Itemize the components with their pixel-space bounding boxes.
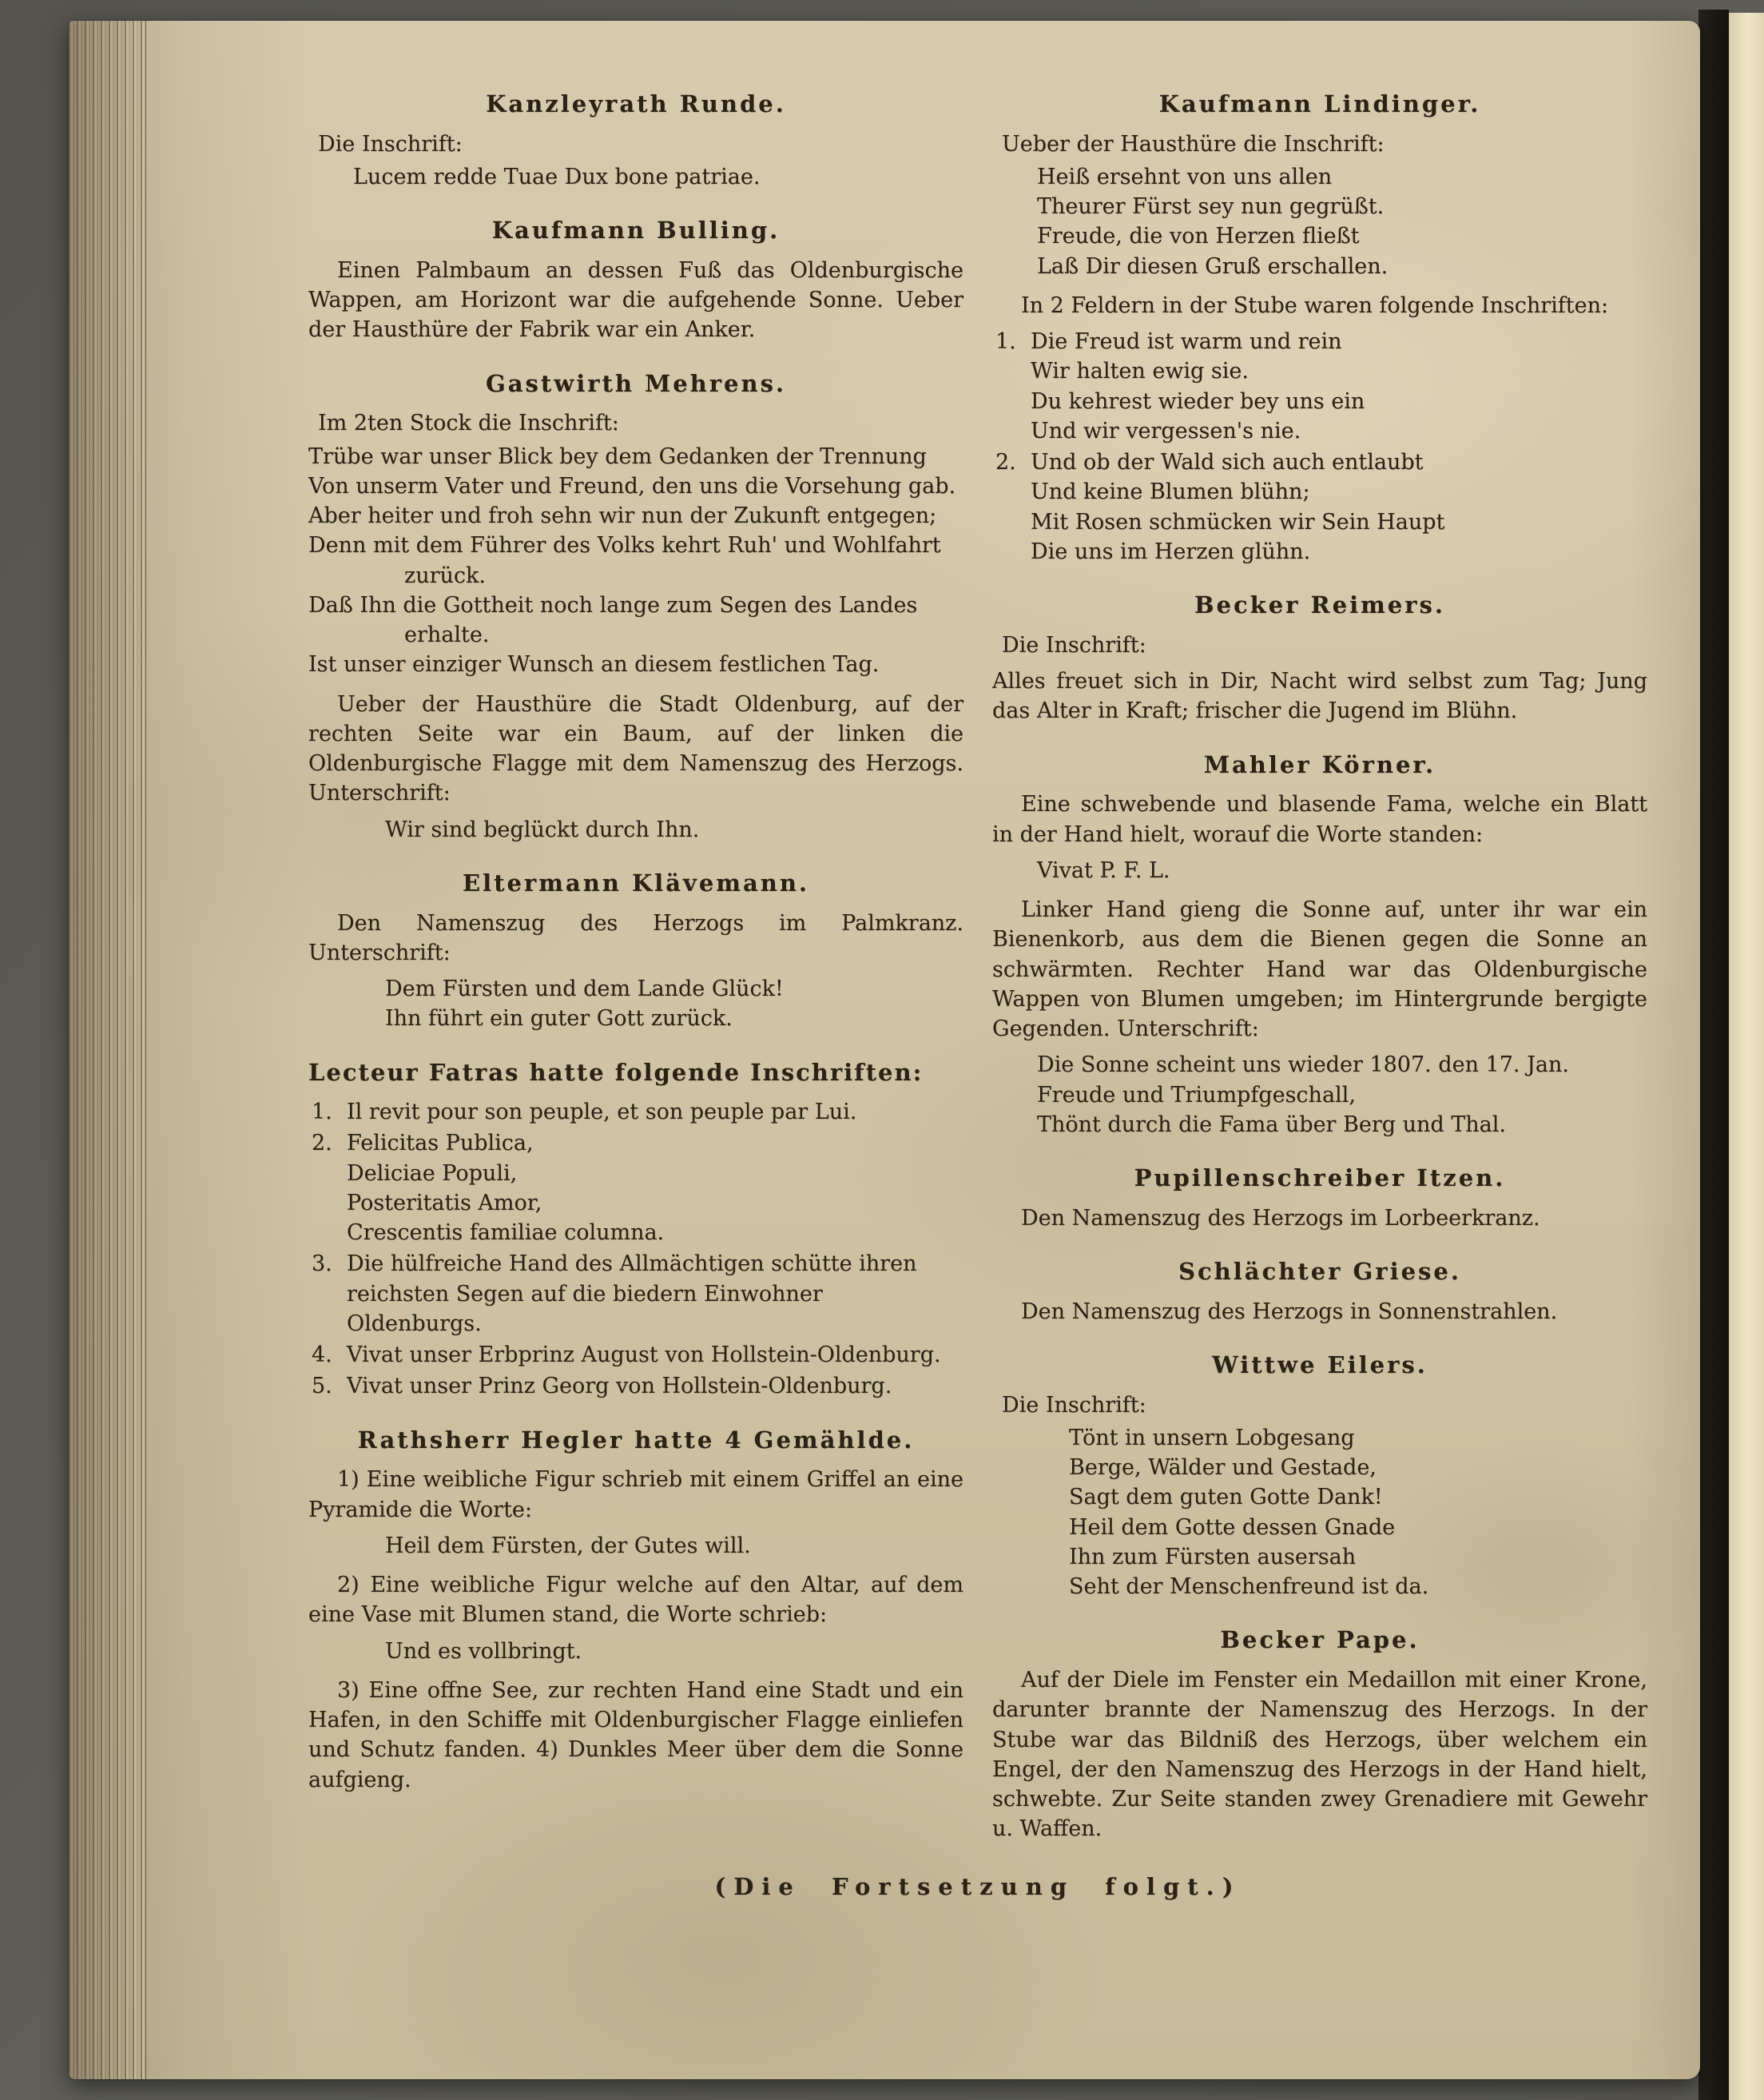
verse-block (1037, 162, 1647, 281)
page-footer: (Die Fortsetzung folgt.) (714, 1873, 1242, 1900)
list-line: Wir halten ewig sie. (1031, 359, 1249, 384)
section-heading: Gastwirth Mehrens. (486, 369, 786, 397)
list-number: 2. (995, 450, 1016, 475)
verse-block (385, 1637, 963, 1666)
verse-line: Ihn zum Fürsten ausersah (1069, 1544, 1357, 1569)
next-page-edge (1729, 13, 1764, 2100)
verse-line: Heil dem Fürsten, der Gutes will. (385, 1533, 751, 1558)
list-line: Die uns im Herzen glühn. (1031, 539, 1311, 564)
section-heading: Pupillenschreiber Itzen. (1134, 1164, 1506, 1192)
numbered-list (992, 327, 1647, 567)
list-line: Mit Rosen schmücken wir Sein Haupt (1031, 509, 1445, 535)
inscription-label: Die Inschrift: (318, 131, 463, 157)
list-number: 4. (312, 1342, 332, 1368)
body-paragraph: Einen Palmbaum an dessen Fuß das Oldenburgische Wappen, am Horizont war die aufgehende Sonne. Ueber der Hausthüre der Fabrik war ein Anker. (308, 257, 963, 343)
verse-line: Freude, die von Herzen fließt (1037, 224, 1360, 249)
verse-block (353, 162, 963, 192)
section-heading: Becker Pape. (1220, 1626, 1420, 1654)
list-item (992, 447, 1647, 567)
verse-line: Die Sonne scheint uns wieder 1807. den 17. Jan. (1037, 1052, 1569, 1078)
verse-block (1069, 1423, 1647, 1602)
body-paragraph: Eine schwebende und blasende Fama, welche ein Blatt in der Hand hielt, worauf die Worte standen: (992, 792, 1647, 847)
body-paragraph: 1) Eine weibliche Figur schrieb mit einem Griffel an eine Pyramide die Worte: (308, 1467, 963, 1522)
verse-line: Sagt dem guten Gotte Dank! (1069, 1485, 1383, 1510)
section-heading: Mahler Körner. (1203, 750, 1436, 778)
list-line: Crescentis familiae columna. (347, 1220, 665, 1246)
verse-block (385, 974, 963, 1034)
body-paragraph: Den Namenszug des Herzogs im Palmkranz. Unterschrift: (308, 910, 963, 965)
section-heading: Wittwe Eilers. (1212, 1350, 1428, 1378)
list-line: Posteritatis Amor, (347, 1190, 542, 1215)
binding-shadow-strip (1698, 10, 1729, 2100)
verse-block (385, 815, 963, 845)
verse-block (308, 442, 963, 680)
list-item (308, 1097, 963, 1127)
verse-line: Tönt in unsern Lobgesang (1069, 1425, 1355, 1450)
list-number: 1. (995, 329, 1016, 355)
verse-line: Dem Fürsten und dem Lande Glück! (385, 976, 784, 1001)
section-heading: Schlächter Griese. (1178, 1258, 1461, 1285)
verse-line: Freude und Triumpfgeschall, (1037, 1082, 1356, 1108)
book-page (69, 21, 1700, 2079)
verse-line: Ist unser einziger Wunsch an diesem festlichen Tag. (308, 652, 880, 678)
verse-line: Aber heiter und froh sehn wir nun der Zukunft entgegen; (308, 503, 937, 529)
list-line: Il revit pour son peuple, et son peuple par Lui. (347, 1100, 857, 1125)
body-paragraph: Ueber der Hausthüre die Stadt Oldenburg, auf der rechten Seite war ein Baum, auf der linken die Oldenburgische Flagge mit dem Namenszug des Herzogs. Unterschrift: (308, 691, 963, 806)
verse-line: Und es vollbringt. (385, 1638, 582, 1664)
verse-line: Denn mit dem Führer des Volks kehrt Ruh' und Wohlfahrt zurück. (308, 533, 941, 588)
list-line: Deliciae Populi, (347, 1160, 518, 1186)
left-column (308, 89, 963, 1851)
verse-line: Theurer Fürst sey nun gegrüßt. (1037, 194, 1385, 220)
list-line: Vivat unser Prinz Georg von Hollstein-Oldenburg. (347, 1374, 892, 1399)
verse-line: Wir sind beglückt durch Ihn. (385, 817, 700, 842)
verse-line: Seht der Menschenfreund ist da. (1069, 1574, 1429, 1600)
list-line: Und ob der Wald sich auch entlaubt (1031, 450, 1424, 475)
body-paragraph: Auf der Diele im Fenster ein Medaillon mit einer Krone, darunter brannte der Namenszug des Herzogs. In der Stube war das Bildniß des Herzogs, über welchem ein Engel, der den Namenszug des Herzogs in der Hand hielt, schwebte. Zur Seite standen zwey Grenadiere mit Gewehr u. Waffen. (992, 1668, 1647, 1842)
verse-line: Vivat P. F. L. (1037, 857, 1170, 883)
body-paragraph: 3) Eine offne See, zur rechten Hand eine Stadt und ein Hafen, in den Schiffe mit Oldenburgischer Flagge einliefen und Schutz fanden. 4) Dunkles Meer über dem die Sonne aufgieng. (308, 1677, 963, 1792)
inscription-label: Die Inschrift: (1002, 632, 1146, 658)
section-heading: Kanzleyrath Runde. (486, 90, 786, 117)
text-columns (308, 89, 1647, 1851)
section-heading: Kaufmann Bulling. (491, 217, 781, 245)
verse-line: Laß Dir diesen Gruß erschallen. (1037, 253, 1389, 279)
verse-block (1037, 856, 1647, 885)
verse-line: Heil dem Gotte dessen Gnade (1069, 1514, 1396, 1540)
verse-line: Ihn führt ein guter Gott zurück. (385, 1006, 733, 1032)
body-paragraph: 2) Eine weibliche Figur welche auf den Altar, auf dem eine Vase mit Blumen stand, die Worte schrieb: (308, 1573, 963, 1628)
list-number: 1. (312, 1100, 332, 1125)
list-line: Die hülfreiche Hand des Allmächtigen schütte ihren reichsten Segen auf die biedern Einwohner Oldenburgs. (347, 1251, 917, 1336)
right-column (992, 89, 1647, 1851)
inscription-label: Ueber der Hausthüre die Inschrift: (1002, 131, 1385, 157)
list-line: Felicitas Publica, (347, 1131, 534, 1156)
verse-block (1037, 1050, 1647, 1139)
verse-block (385, 1531, 963, 1561)
numbered-list (308, 1097, 963, 1402)
section-heading: Lecteur Fatras hatte folgende Inschriften: (308, 1058, 924, 1086)
list-item (992, 327, 1647, 446)
list-item (308, 1249, 963, 1338)
list-line: Und wir vergessen's nie. (1031, 418, 1301, 443)
list-number: 5. (312, 1374, 332, 1399)
list-item (308, 1340, 963, 1370)
section-heading: Eltermann Klävemann. (462, 869, 810, 897)
section-heading: Rathsherr Hegler hatte 4 Gemählde. (357, 1426, 915, 1454)
list-number: 3. (312, 1251, 332, 1277)
list-line: Vivat unser Erbprinz August von Hollstein-Oldenburg. (347, 1342, 941, 1368)
list-line: Du kehrest wieder bey uns ein (1031, 388, 1365, 414)
body-paragraph: Den Namenszug des Herzogs im Lorbeerkranz. (1021, 1205, 1540, 1231)
body-paragraph: Den Namenszug des Herzogs in Sonnenstrahlen. (1021, 1299, 1558, 1324)
verse-line: Trübe war unser Blick bey dem Gedanken der Trennung (308, 443, 927, 469)
verse-line: Heiß ersehnt von uns allen (1037, 164, 1333, 189)
verse-line: Lucem redde Tuae Dux bone patriae. (353, 164, 761, 189)
inscription-label: Die Inschrift: (1002, 1392, 1146, 1418)
body-paragraph: Alles freuet sich in Dir, Nacht wird selbst zum Tag; Jung das Alter in Kraft; frischer die Jugend im Blühn. (992, 669, 1647, 724)
body-paragraph: In 2 Feldern in der Stube waren folgende Inschriften: (1021, 292, 1609, 318)
verse-line: Von unserm Vater und Freund, den uns die Vorsehung gab. (308, 473, 956, 499)
verse-line: Thönt durch die Fama über Berg und Thal. (1037, 1112, 1506, 1137)
page-stack-edge (69, 21, 146, 2079)
list-number: 2. (312, 1131, 332, 1156)
page-content (308, 89, 1647, 1851)
body-paragraph: Linker Hand gieng die Sonne auf, unter ihr war ein Bienenkorb, aus dem die Bienen gegen die Sonne an schwärmten. Rechter Hand war das Oldenburgische Wappen von Blumen umgeben; im Hintergrunde bergigte Gegenden. Unterschrift: (992, 897, 1647, 1042)
section-heading: Becker Reimers. (1194, 591, 1445, 619)
inscription-label: Im 2ten Stock die Inschrift: (318, 411, 619, 436)
verse-line: Daß Ihn die Gottheit noch lange zum Segen des Landes erhalte. (308, 592, 918, 648)
list-line: Die Freud ist warm und rein (1031, 329, 1342, 355)
list-item (308, 1371, 963, 1401)
list-item (308, 1128, 963, 1247)
list-line: Und keine Blumen blühn; (1031, 479, 1310, 505)
verse-line: Berge, Wälder und Gestade, (1069, 1455, 1377, 1481)
section-heading: Kaufmann Lindinger. (1158, 90, 1481, 117)
